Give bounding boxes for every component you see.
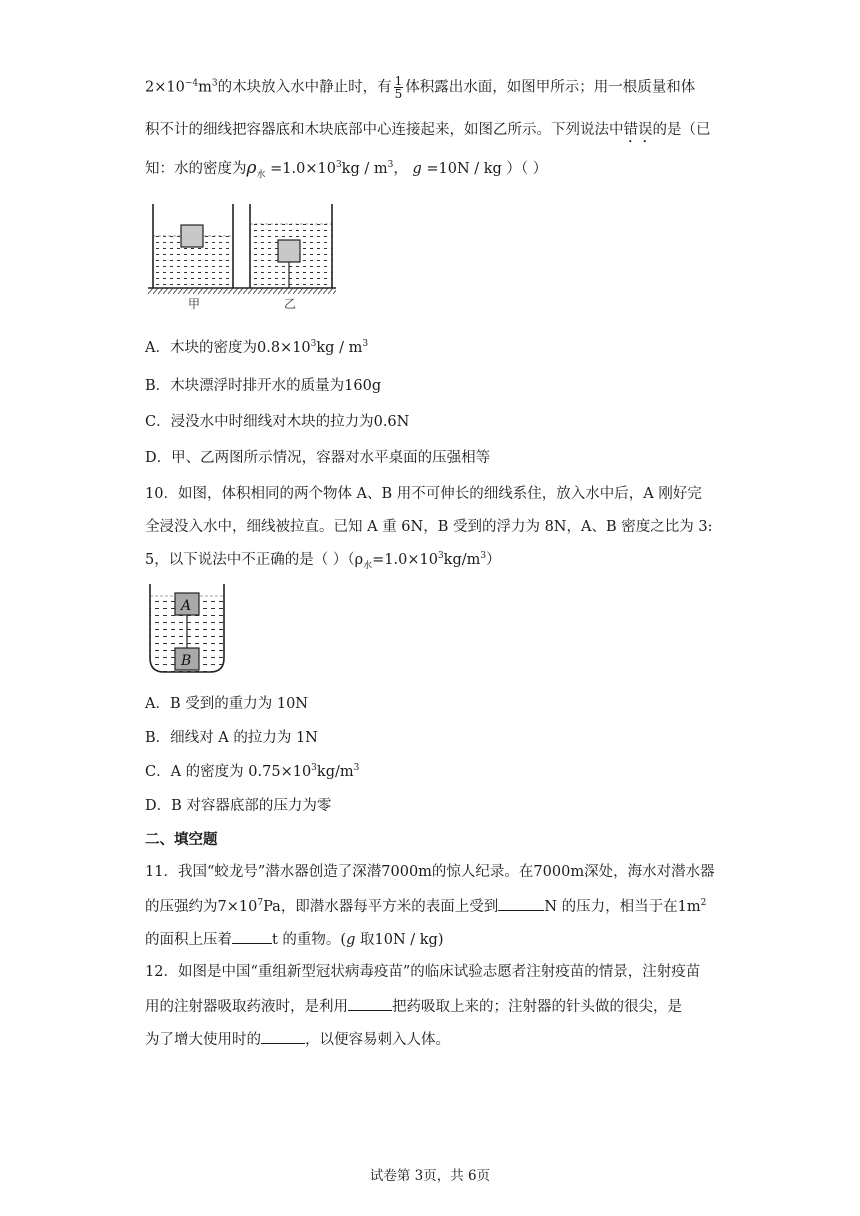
option-text: A．木块的密度为	[145, 340, 257, 356]
q9-volume-unit: m	[198, 79, 212, 96]
q11-text: 取	[355, 932, 375, 948]
q10-text: 全浸没入水中，细线被拉直。已知 A 重 6N，B 受到的浮力为 8N，A、B 密度之比为 3:	[145, 519, 713, 535]
q9-line-2	[145, 120, 711, 146]
q10-figure	[146, 584, 228, 676]
q10-line-1	[145, 484, 702, 504]
option-value: 0.6N	[373, 414, 410, 430]
q9-volume-unit-exp: 3	[211, 78, 218, 89]
option-value: 160g	[344, 378, 382, 394]
q10-option-a[interactable]	[145, 694, 308, 714]
q12-line-1	[145, 962, 700, 982]
q11-text: t 的重物。(	[272, 932, 347, 948]
container-jia	[153, 204, 233, 288]
q9-option-c[interactable]	[145, 412, 409, 432]
object-b-label: B	[181, 653, 192, 669]
q9-option-b[interactable]	[145, 376, 381, 396]
q11-area-value: 1m	[677, 899, 701, 915]
answer-blank-4[interactable]	[261, 1029, 305, 1044]
answer-blank-1[interactable]	[498, 896, 544, 911]
option-unit-exp: 3	[362, 339, 369, 350]
wood-block-floating	[181, 225, 203, 247]
q9-volume-exp: −4	[184, 78, 199, 89]
fraction-denominator: 5	[394, 87, 403, 101]
q9-density-unit-exp: 3	[387, 160, 394, 171]
option-text: C．A 的密度为 0.75×10	[145, 764, 312, 780]
q10-density-unit-exp: 3	[480, 551, 487, 562]
q10-option-c[interactable]	[145, 762, 359, 782]
q9-emphasis: 错误	[623, 122, 653, 138]
section-heading: 二、填空题	[145, 831, 218, 848]
option-unit-exp: 3	[353, 763, 360, 774]
q12-text: 把药吸取上来的；注射器的针头做的很尖，是	[392, 999, 682, 1015]
q9-line-1	[145, 75, 695, 100]
wood-block-submerged	[278, 240, 300, 262]
q12-line-3	[145, 1029, 450, 1050]
q9-text: 的木块放入水中静止时，有	[217, 79, 392, 96]
q12-text: 为了增大使用时的	[145, 1032, 261, 1048]
q12-text: ，以便容易刺入人体。	[305, 1032, 450, 1048]
q10-text: 10．如图，体积相同的两个物体 A、B 用不可伸长的细线系住，放入水中后，A 刚好完	[145, 486, 702, 502]
q10-text: 5，以下说法中不正确的是（ ）（ρ	[145, 552, 364, 568]
q10-option-b[interactable]	[145, 728, 318, 748]
ground-hatching	[148, 288, 336, 294]
q10-option-d[interactable]	[145, 796, 331, 816]
g-symbol: g	[346, 932, 356, 948]
q10-density-exp: 3	[437, 551, 444, 562]
q10-density-unit: kg/m	[443, 552, 481, 568]
q9-density-exp: 3	[335, 160, 342, 171]
q11-area-exp: 2	[700, 898, 707, 909]
figure-label-jia: 甲	[188, 297, 201, 311]
q11-line-2	[145, 896, 706, 917]
q9-option-a[interactable]	[145, 338, 368, 358]
option-unit: kg/m	[316, 764, 354, 780]
option-exp: 3	[311, 763, 317, 774]
q9-text: 的是（已	[652, 122, 711, 138]
q11-text: 的压强约为	[145, 899, 218, 915]
option-value: 0.8×10	[256, 340, 311, 356]
object-a-label: A	[181, 598, 192, 614]
q11-text: 11．我国“蛟龙号”潜水器创造了深潜7000m的惊人纪录。在7000m深处，海水对潜水器	[145, 864, 715, 880]
q9-volume-value: 2×10	[145, 79, 185, 96]
option-text: B．细线对 A 的拉力为 1N	[145, 730, 318, 746]
q10-text: ）	[486, 552, 501, 568]
q11-pressure-value: 7×10	[217, 899, 258, 915]
fraction-numerator: 1	[394, 74, 403, 88]
figure-label-yi: 乙	[284, 297, 297, 311]
q11-pressure-unit: Pa	[263, 899, 281, 915]
q12-text: 用的注射器吸取药液时，是利用	[145, 999, 348, 1015]
q9-text: =10N / kg ）（ ）	[421, 161, 548, 177]
g-symbol: g	[412, 161, 422, 177]
rho-subscript: 水	[256, 169, 266, 180]
q11-line-1	[145, 862, 715, 882]
option-text: A．B 受到的重力为 10N	[145, 696, 308, 712]
q11-text: )	[437, 932, 444, 948]
q9-fraction	[394, 75, 404, 100]
q10-line-3	[145, 550, 501, 570]
container-yi	[250, 204, 332, 288]
q9-density-unit: kg / m	[341, 161, 388, 177]
q11-text: 的面积上压着	[145, 932, 232, 948]
q11-text: N 的压力，相当于在	[544, 899, 678, 915]
q11-g-value: 10N / kg	[374, 932, 438, 948]
q12-line-2	[145, 996, 682, 1017]
q9-text: 知：水的密度为	[145, 161, 247, 177]
option-text: D．甲、乙两图所示情况，容器对水平桌面的压强相等	[145, 450, 491, 466]
option-exp: 3	[310, 339, 317, 350]
page-footer: 试卷第 3页，共 6页	[369, 1168, 491, 1184]
rho-symbol: ρ	[246, 158, 257, 178]
option-text: C．浸没水中时细线对木块的拉力为	[145, 414, 374, 430]
q10-density-value: =1.0×10	[372, 552, 438, 568]
rho-subscript: 水	[363, 560, 373, 571]
q11-text: ，即潜水器每平方米的表面上受到	[280, 899, 499, 915]
q9-figure	[148, 204, 338, 316]
q10-line-2	[145, 517, 712, 537]
q9-line-3	[145, 158, 547, 179]
q9-option-d[interactable]	[145, 448, 490, 468]
q11-pressure-exp: 7	[257, 898, 264, 909]
option-text: D．B 对容器底部的压力为零	[145, 798, 332, 814]
q11-line-3	[145, 929, 443, 950]
q9-density-value: =1.0×10	[265, 161, 336, 177]
q9-text: 体积露出水面，如图甲所示；用一根质量和体	[405, 79, 696, 96]
q12-text: 12．如图是中国“重组新型冠状病毒疫苗”的临床试验志愿者注射疫苗的情景，注射疫苗	[145, 964, 701, 980]
option-unit: kg / m	[316, 340, 363, 356]
q9-text: 积不计的细线把容器底和木块底部中心连接起来，如图乙所示。下列说法中	[145, 122, 624, 138]
answer-blank-3[interactable]	[348, 996, 392, 1011]
answer-blank-2[interactable]	[232, 929, 272, 944]
q9-text: ，	[393, 161, 413, 177]
option-text: B．木块漂浮时排开水的质量为	[145, 378, 345, 394]
